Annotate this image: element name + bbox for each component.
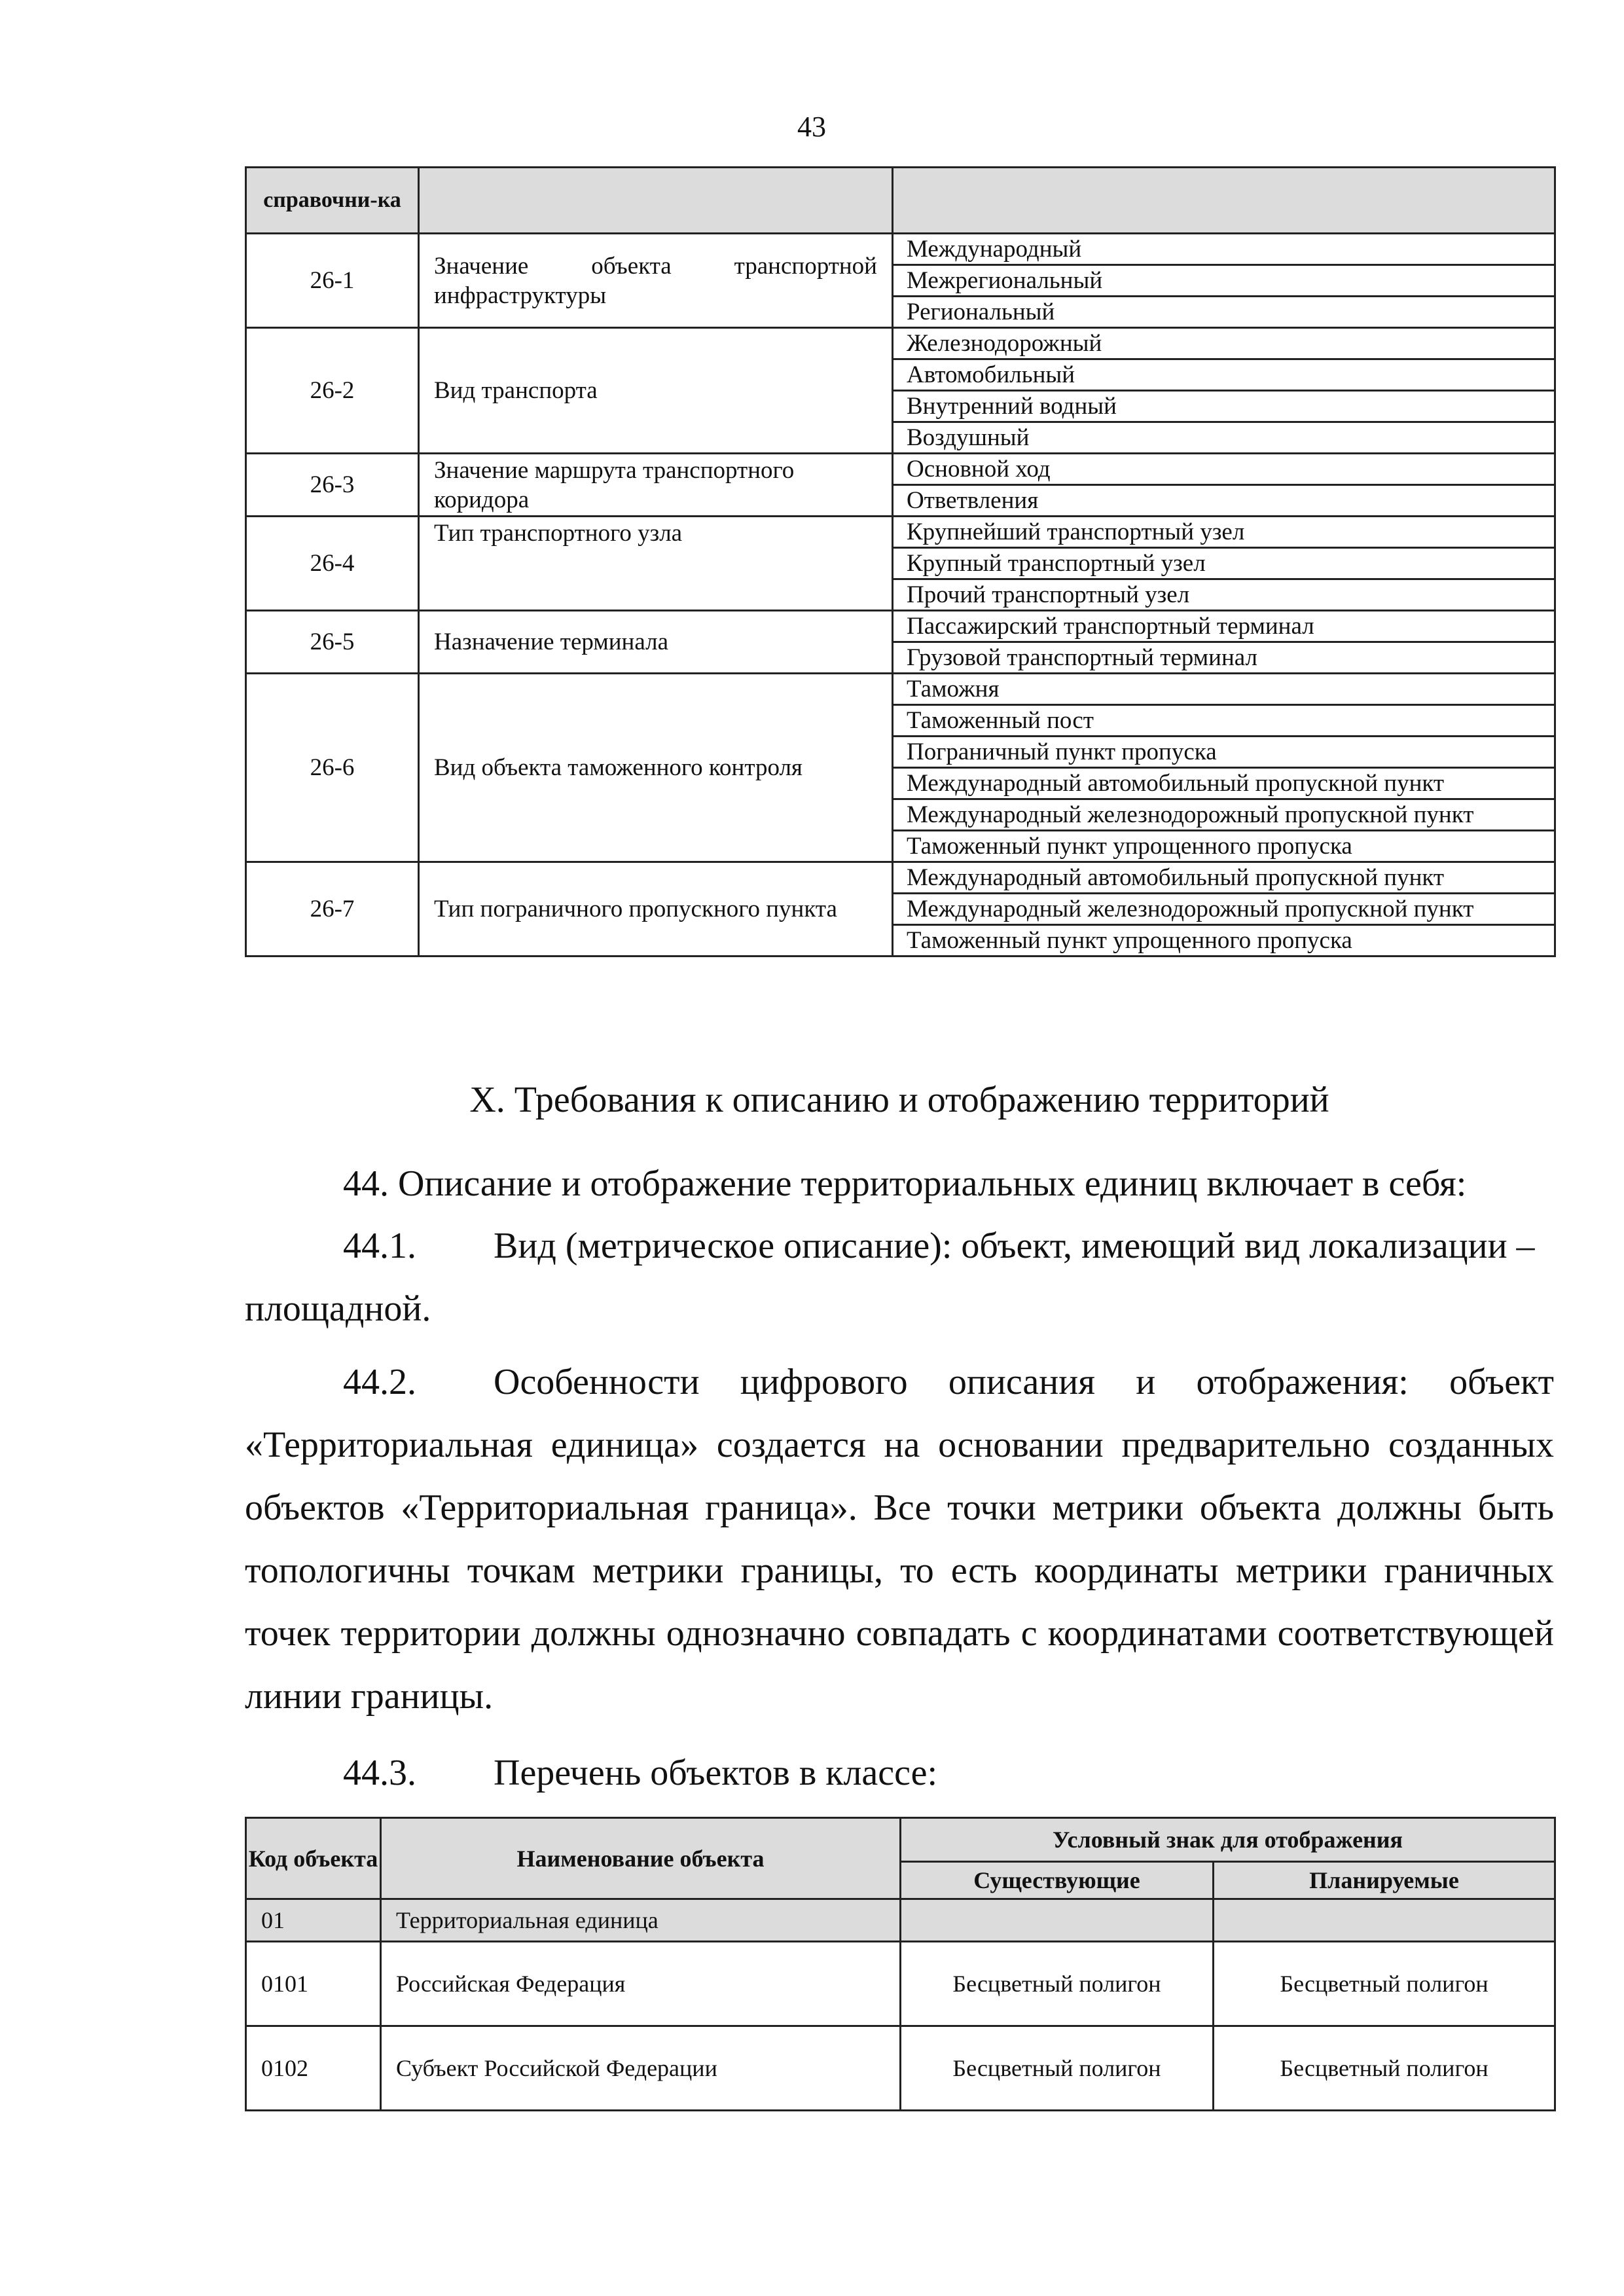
table-row [246,674,1555,705]
value-cell: Внутренний водный [893,391,1555,422]
group-name: Территориальная единица [381,1899,901,1942]
value-cell: Межрегиональный [893,265,1555,297]
group-name-text: Тип транспортного узла [434,520,683,547]
paragraph-text: Особенности цифрового описания и отображения: объект «Территориальная единица» создается на основании предварительно созданных объектов «Территориальная граница». Все точки метрики объекта должны быть топологичны точкам метрики границы, то есть координаты метрики граничных точек территории должны однозначно совпадать с координатами соответствующей линии границы. [245,1362,1554,1717]
table-row [246,1942,1555,2026]
row-planned: Бесцветный полигон [1214,1942,1555,2026]
table-row [246,234,1555,265]
value-cell: Международный автомобильный пропускной пункт [893,862,1555,894]
group-name [419,454,893,517]
row-code: 0101 [246,1942,381,2026]
value-cell: Основной ход [893,454,1555,485]
group-code: 26-7 [246,862,419,957]
table-row [246,328,1555,359]
value-cell: Таможенный пост [893,705,1555,737]
paragraph-44: 44. Описание и отображение территориальных единиц включает в себя: [343,1163,1467,1204]
header-row [246,168,1555,234]
paragraph-44-1 [245,1214,1554,1340]
value-cell: Автомобильный [893,359,1555,391]
row-code: 0102 [246,2026,381,2111]
header-sign: Условный знак для отображения [901,1818,1555,1862]
section-heading: X. Требования к описанию и отображению территорий [469,1080,1329,1120]
table-row [246,611,1555,642]
value-cell: Международный железнодорожный пропускной пункт [893,894,1555,925]
table-row [246,517,1555,548]
value-cell: Региональный [893,297,1555,328]
group-name-text: Тип пограничного пропускного пункта [434,896,837,922]
value-cell: Таможня [893,674,1555,705]
value-cell: Прочий транспортный узел [893,579,1555,611]
row-planned: Бесцветный полигон [1214,2026,1555,2111]
row-existing: Бесцветный полигон [901,2026,1214,2111]
row-existing: Бесцветный полигон [901,1942,1214,2026]
header-planned: Планируемые [1214,1862,1555,1899]
table-row [246,862,1555,894]
group-code: 26-1 [246,234,419,328]
header-value-cell [893,168,1555,234]
header-code-cell: справочни-ка [246,168,419,234]
group-name-text: Назначение терминала [434,629,668,655]
table-row [246,454,1555,485]
paragraph-text: Вид (метрическое описание): объект, имеющий вид локализации – площадной. [245,1226,1535,1329]
paragraph-number: 44.3. [343,1753,416,1793]
value-cell: Таможенный пункт упрощенного пропуска [893,831,1555,862]
row-name: Российская Федерация [381,1942,901,2026]
group-code: 01 [246,1899,381,1942]
reference-table [245,166,1556,957]
group-name-text: Вид объекта таможенного контроля [434,754,803,781]
value-cell: Крупнейший транспортный узел [893,517,1555,548]
value-cell: Пограничный пункт пропуска [893,737,1555,768]
value-cell: Грузовой транспортный терминал [893,642,1555,674]
value-cell: Железнодорожный [893,328,1555,359]
group-name [419,328,893,454]
group-code: 26-3 [246,454,419,517]
group-name-text: Значение маршрута транспортного коридора [434,456,795,513]
value-cell: Таможенный пункт упрощенного пропуска [893,925,1555,957]
group-code: 26-6 [246,674,419,862]
group-planned [1214,1899,1555,1942]
row-name: Субъект Российской Федерации [381,2026,901,2111]
header-name-cell [419,168,893,234]
value-cell: Международный железнодорожный пропускной пункт [893,799,1555,831]
value-cell: Международный автомобильный пропускной пункт [893,768,1555,799]
group-existing [901,1899,1214,1942]
group-name [419,674,893,862]
header-existing: Существующие [901,1862,1214,1899]
group-name [419,862,893,957]
header-name: Наименование объекта [381,1818,901,1899]
paragraph-number: 44.2. [343,1362,416,1402]
group-name [419,611,893,674]
paragraph-44-3 [245,1741,1554,1804]
group-name-text: Значение объекта транспортной инфраструктуры [434,252,877,309]
table-row [246,2026,1555,2111]
group-name-text: Вид транспорта [434,377,598,404]
object-list-table [245,1817,1556,2111]
group-code: 26-5 [246,611,419,674]
group-code: 26-2 [246,328,419,454]
page-number: 43 [797,111,826,143]
value-cell: Воздушный [893,422,1555,454]
value-cell: Пассажирский транспортный терминал [893,611,1555,642]
group-code: 26-4 [246,517,419,611]
paragraph-text: Перечень объектов в классе: [494,1753,938,1793]
group-name [419,517,893,611]
header-code: Код объекта [246,1818,381,1899]
paragraph-number: 44.1. [343,1226,416,1266]
group-name [419,234,893,328]
paragraph-44-2 [245,1351,1554,1728]
value-cell: Ответвления [893,485,1555,517]
value-cell: Международный [893,234,1555,265]
value-cell: Крупный транспортный узел [893,548,1555,579]
